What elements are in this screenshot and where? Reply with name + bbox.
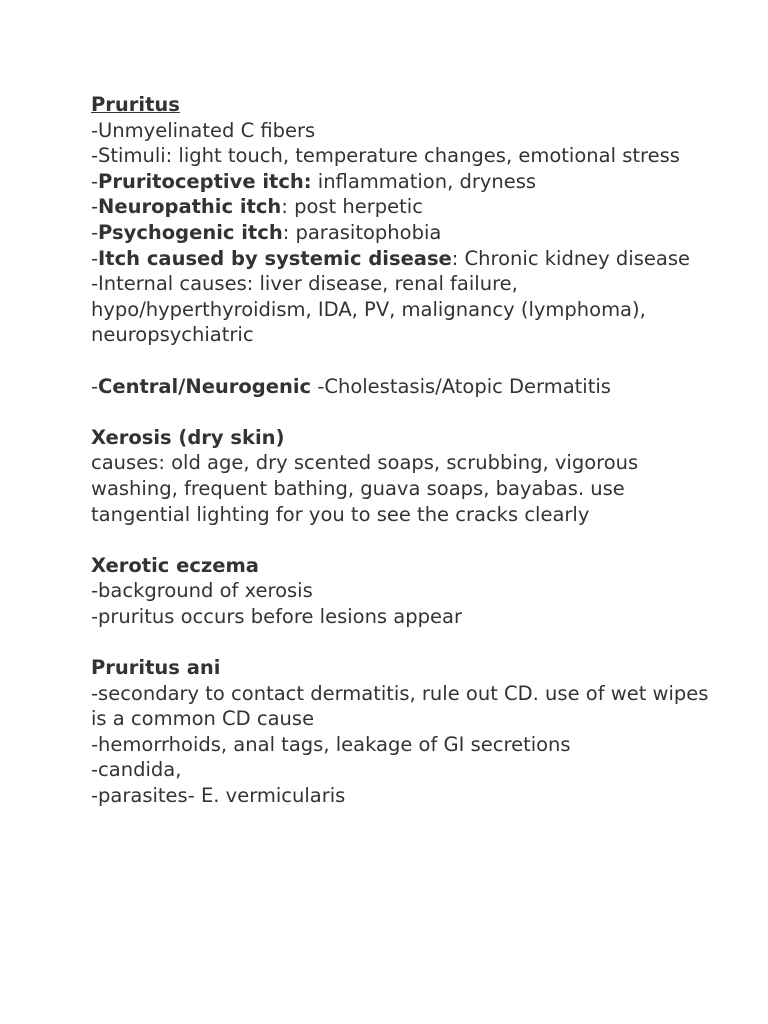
- itch-type-term: Pruritoceptive itch:: [98, 169, 312, 193]
- list-item: -secondary to contact dermatitis, rule out CD. use of wet wipes is a common CD cause: [91, 681, 709, 731]
- section-pruritus: [91, 92, 711, 348]
- itch-type-term: Psychogenic itch: [98, 220, 283, 244]
- itch-type-term: Itch caused by systemic disease: [98, 246, 452, 270]
- xerosis-causes: causes: old age, dry scented soaps, scrubbing, vigorous washing, frequent bathing, guava soaps, bayabas. use tangential lighting for you to see the cracks clearly: [91, 451, 639, 526]
- document-body: [91, 92, 711, 809]
- list-item: -Stimuli: light touch, temperature changes, emotional stress: [91, 144, 680, 168]
- list-item: -Unmyelinated C fibers: [91, 118, 316, 142]
- itch-type-item: -Pruritoceptive itch: inflammation, dryness: [91, 169, 537, 193]
- list-item: -hemorrhoids, anal tags, leakage of GI secretions: [91, 732, 571, 756]
- section-pruritus-ani: [91, 655, 711, 809]
- list-item: -pruritus occurs before lesions appear: [91, 604, 462, 628]
- list-item: -parasites- E. vermicularis: [91, 784, 346, 808]
- section-xerosis: [91, 425, 711, 527]
- list-item: -background of xerosis: [91, 579, 313, 603]
- list-item: -candida,: [91, 758, 182, 782]
- heading-xerotic-eczema: Xerotic eczema: [91, 553, 259, 577]
- section-xerotic-eczema: [91, 553, 711, 630]
- itch-type-item: -Psychogenic itch: parasitophobia: [91, 220, 442, 244]
- itch-type-item: -Itch caused by systemic disease: Chronic kidney disease: [91, 246, 690, 270]
- itch-type-item: -Neuropathic itch: post herpetic: [91, 195, 423, 219]
- internal-causes: -Internal causes: liver disease, renal failure, hypo/hyperthyroidism, IDA, PV, malignancy (lymphoma), neuropsychiatric: [91, 272, 646, 347]
- heading-pruritus: Pruritus: [91, 93, 180, 116]
- central-neurogenic-line: -Central/Neurogenic -Cholestasis/Atopic Dermatitis: [91, 374, 611, 398]
- central-neurogenic-term: Central/Neurogenic: [98, 374, 312, 398]
- itch-type-term: Neuropathic itch: [98, 195, 282, 219]
- heading-xerosis: Xerosis (dry skin): [91, 425, 285, 449]
- section-central-neurogenic: [91, 374, 711, 400]
- heading-pruritus-ani: Pruritus ani: [91, 656, 221, 680]
